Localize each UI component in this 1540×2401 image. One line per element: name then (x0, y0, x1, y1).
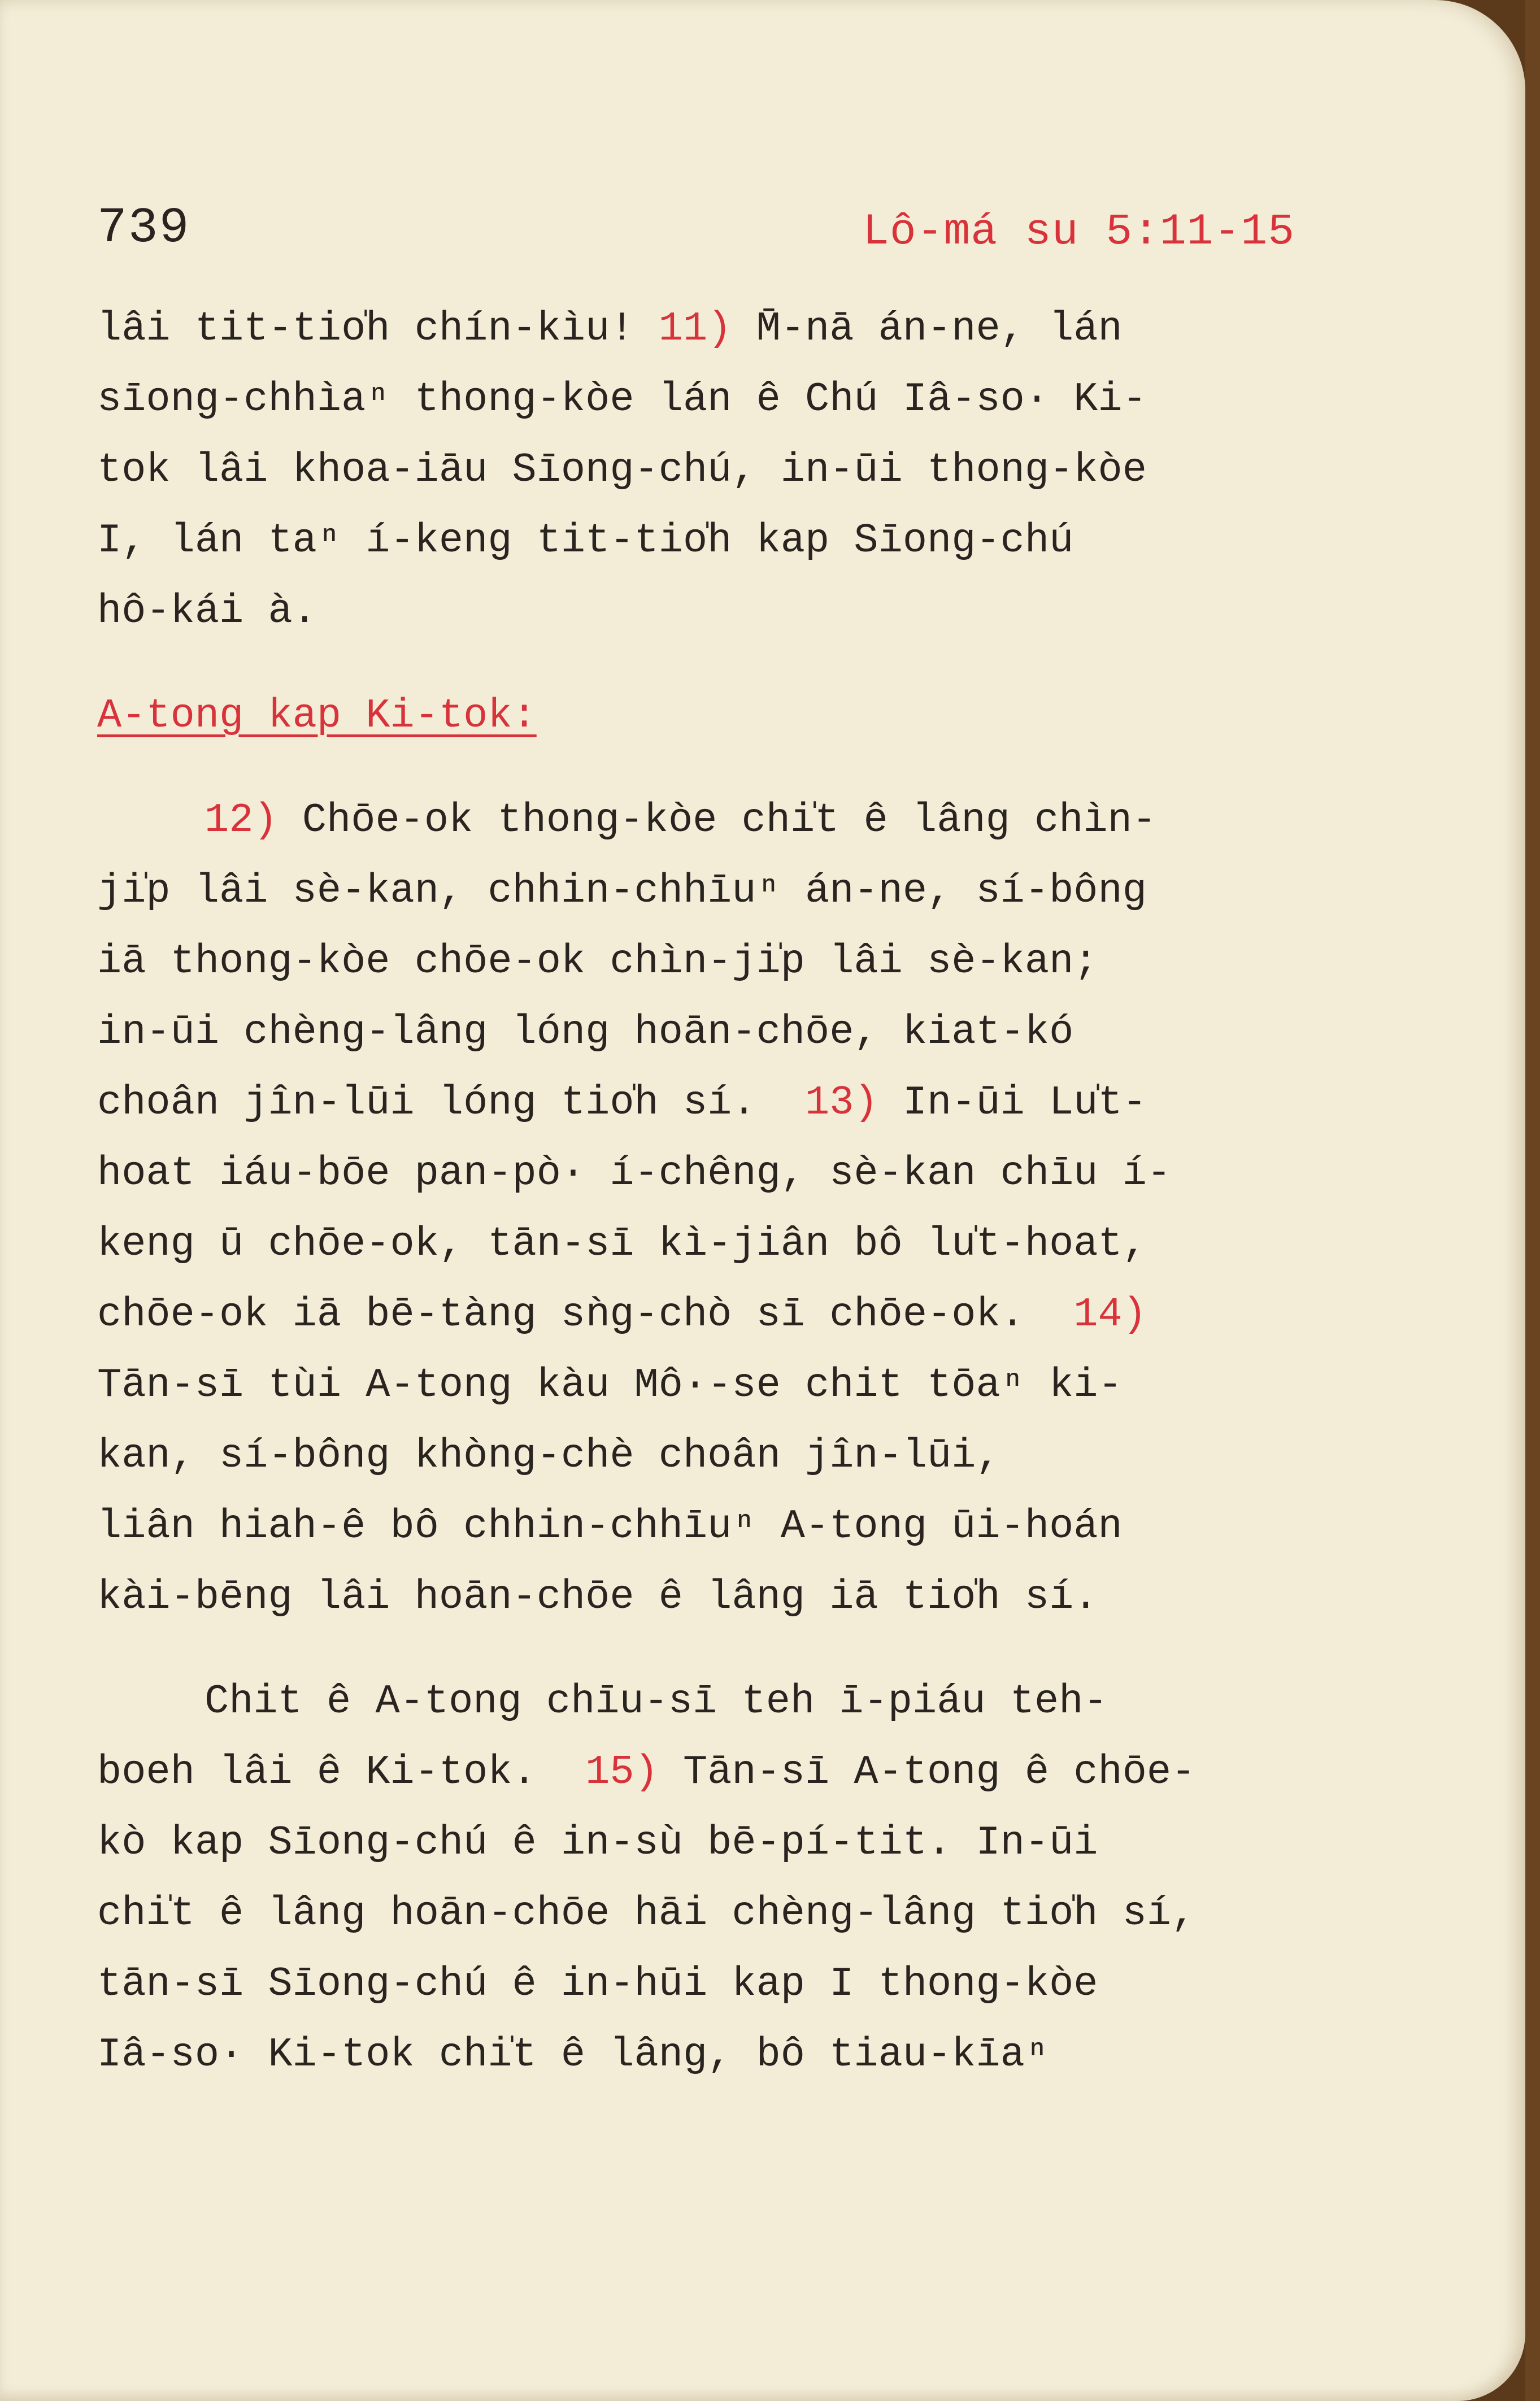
text-line (97, 1068, 1397, 1138)
spacer (97, 1633, 1397, 1667)
text-line: I, lán taⁿ í-keng tit-tio̍h kap Sīong-chú (97, 517, 1074, 564)
text-line: liân hiah-ê bô chhin-chhīuⁿ A-tong ūi-hoán (97, 1503, 1123, 1550)
text-line: in-ūi chèng-lâng lóng hoān-chōe, kiat-kó (97, 1009, 1074, 1055)
text-line: iā thong-kòe chōe-ok chìn-ji̍p lâi sè-kan; (97, 938, 1098, 985)
text-line: kài-bēng lâi hoān-chōe ê lâng iā tio̍h sí. (97, 1574, 1098, 1620)
book-edge (1525, 0, 1540, 2401)
verse-number: 13) (805, 1080, 878, 1126)
text-line: Tān-sī tùi A-tong kàu Mô·-se chit tōaⁿ ki- (97, 1362, 1123, 1408)
text-line: tok lâi khoa-iāu Sīong-chú, in-ūi thong-kòe (97, 447, 1147, 493)
text-line (97, 294, 1397, 364)
running-head: Lô-má su 5:11-15 (863, 207, 1295, 257)
spacer (97, 751, 1397, 785)
text-line: sīong-chhìaⁿ thong-kòe lán ê Chú Iâ-so· Ki- (97, 376, 1147, 423)
text-run: chōe-ok iā bē-tàng sǹg-chò sī chōe-ok. (97, 1291, 1074, 1338)
text-line: keng ū chōe-ok, tān-sī kì-jiân bô lu̍t-hoat, (97, 1221, 1147, 1267)
text-line: chi̍t ê lâng hoān-chōe hāi chèng-lâng tio̍h sí, (97, 1890, 1196, 1937)
text-line: kò kap Sīong-chú ê in-sù bē-pí-tit. In-ūi (97, 1820, 1098, 1866)
text-run: In-ūi Lu̍t- (878, 1080, 1147, 1126)
text-run: lâi tit-tio̍h chín-kìu! (97, 306, 659, 352)
verse-number: 14) (1073, 1291, 1147, 1338)
text-line: Chit ê A-tong chīu-sī teh ī-piáu teh- (205, 1678, 1108, 1725)
verse-number: 12) (205, 797, 278, 843)
text-run: Chōe-ok thong-kòe chi̍t ê lâng chìn- (277, 797, 1157, 843)
verse-number: 11) (658, 306, 732, 352)
text-run: Tān-sī A-tong ê chōe- (658, 1749, 1196, 1795)
text-line (97, 1280, 1397, 1350)
text-line (97, 1737, 1397, 1808)
text-run: boeh lâi ê Ki-tok. (97, 1749, 586, 1795)
verse-number: 15) (585, 1749, 659, 1795)
text-line: ji̍p lâi sè-kan, chhin-chhīuⁿ án-ne, sí-bông (97, 868, 1147, 914)
text-run: choân jîn-lūi lóng tio̍h sí. (97, 1080, 806, 1126)
spacer (97, 647, 1397, 681)
text-line: hô-kái à. (97, 588, 317, 634)
page-header (97, 201, 1295, 268)
page-number: 739 (97, 201, 190, 256)
section-heading: A-tong kap Ki-tok: (97, 693, 537, 739)
text-line: tān-sī Sīong-chú ê in-hūi kap I thong-kòe (97, 1961, 1098, 2007)
text-line: hoat iáu-bōe pan-pò· í-chêng, sè-kan chīu í- (97, 1150, 1172, 1197)
text-line (97, 785, 1397, 856)
text-line: kan, sí-bông khòng-chè choân jîn-lūi, (97, 1433, 1000, 1479)
text-run: M̄-nā án-ne, lán (732, 306, 1123, 352)
section-heading-line (97, 681, 1397, 751)
body-text (97, 294, 1397, 2090)
text-line: Iâ-so· Ki-tok chi̍t ê lâng, bô tiau-kīaⁿ (97, 2032, 1050, 2078)
